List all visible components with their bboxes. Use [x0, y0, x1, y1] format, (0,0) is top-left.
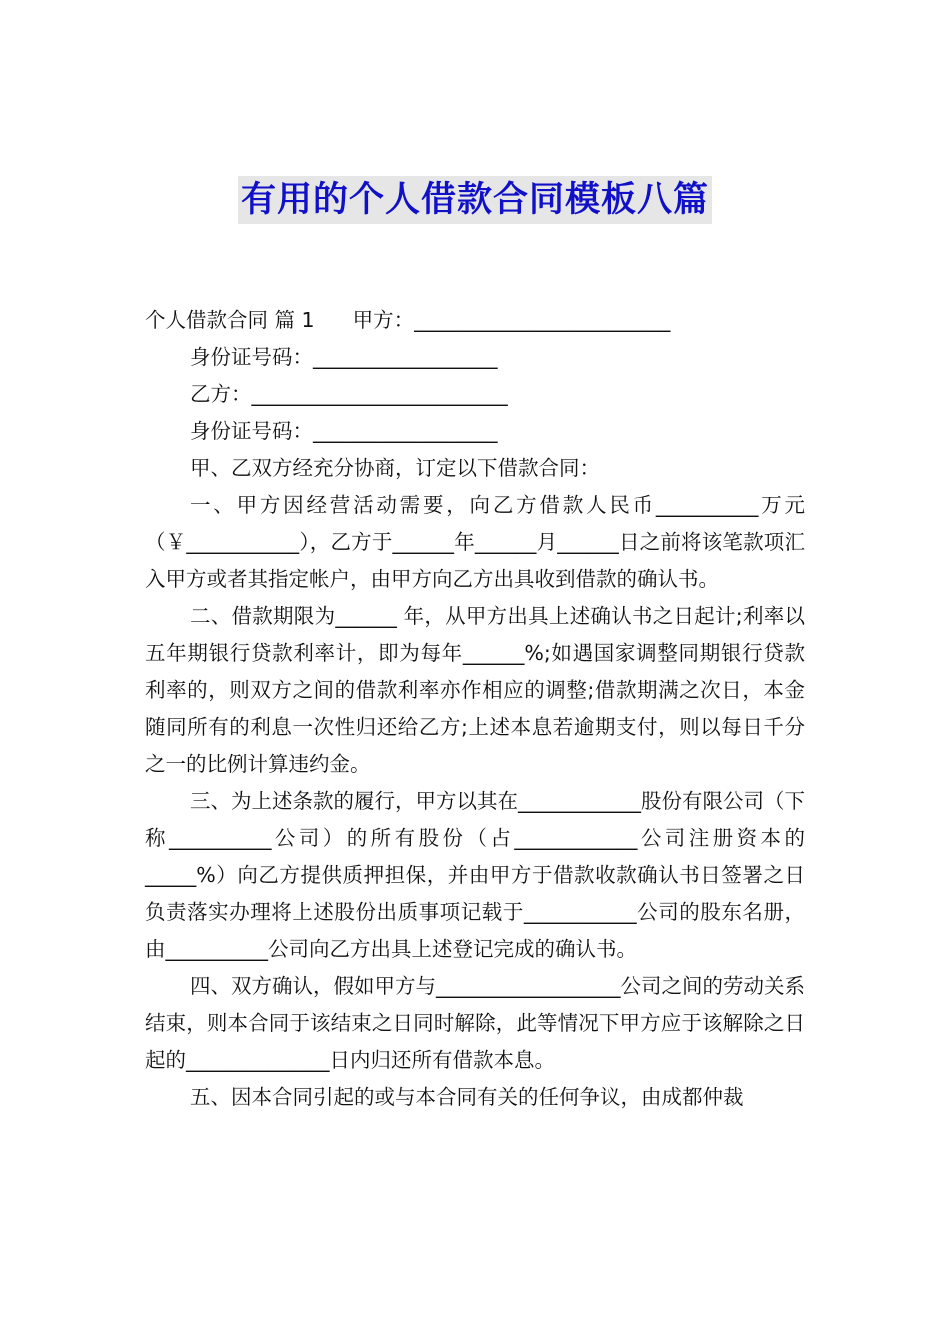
document-title: 有用的个人借款合同模板八篇: [238, 176, 712, 224]
heading-line: [145, 302, 805, 339]
party-a-line: 甲方：_________________________: [352, 308, 671, 332]
document-body: [145, 302, 805, 1116]
paragraph-clause-4: 四、双方确认，假如甲方与__________________公司之间的劳动关系结束，则本合同于该结束之日同时解除，此等情况下甲方应于该解除之日起的______________日内归还所有借款本息。: [145, 974, 805, 1072]
paragraph-clause-5: 五、因本合同引起的或与本合同有关的任何争议，由成都仲裁: [190, 1085, 744, 1109]
id-number-line-2: 身份证号码：__________________: [190, 419, 498, 443]
party-b-line: 乙方：_________________________: [190, 382, 508, 406]
paragraph-intro: 甲、乙双方经充分协商，订定以下借款合同：: [190, 456, 600, 480]
heading-label: 个人借款合同 篇 1: [145, 308, 315, 332]
paragraph-clause-2: 二、借款期限为______ 年，从甲方出具上述确认书之日起计;利率以五年期银行贷款利率计，即为每年______%;如遇国家调整同期银行贷款利率的，则双方之间的借款利率亦作相应的调整;借款期满之次日，本金随同所有的利息一次性归还给乙方;上述本息若逾期支付，则以每日千分之一的比例计算违约金。: [145, 604, 805, 776]
paragraph-clause-1: 一、甲方因经营活动需要，向乙方借款人民币__________万元（￥___________），乙方于______年______月______日之前将该笔款项汇入甲方或者其指定帐户，由甲方向乙方出具收到借款的确认书。: [145, 493, 805, 591]
title-container: [0, 176, 950, 224]
paragraph-clause-3: 三、为上述条款的履行，甲方以其在____________股份有限公司（下称__________公司）的所有股份（占____________公司注册资本的 _____%）向乙方提供质押担保，并由甲方于借款收款确认书日签署之日负责落实办理将上述股份出质事项记载于___________公司的股东名册，由__________公司向乙方出具上述登记完成的确认书。: [145, 789, 805, 961]
id-number-line-1: 身份证号码：__________________: [190, 345, 498, 369]
